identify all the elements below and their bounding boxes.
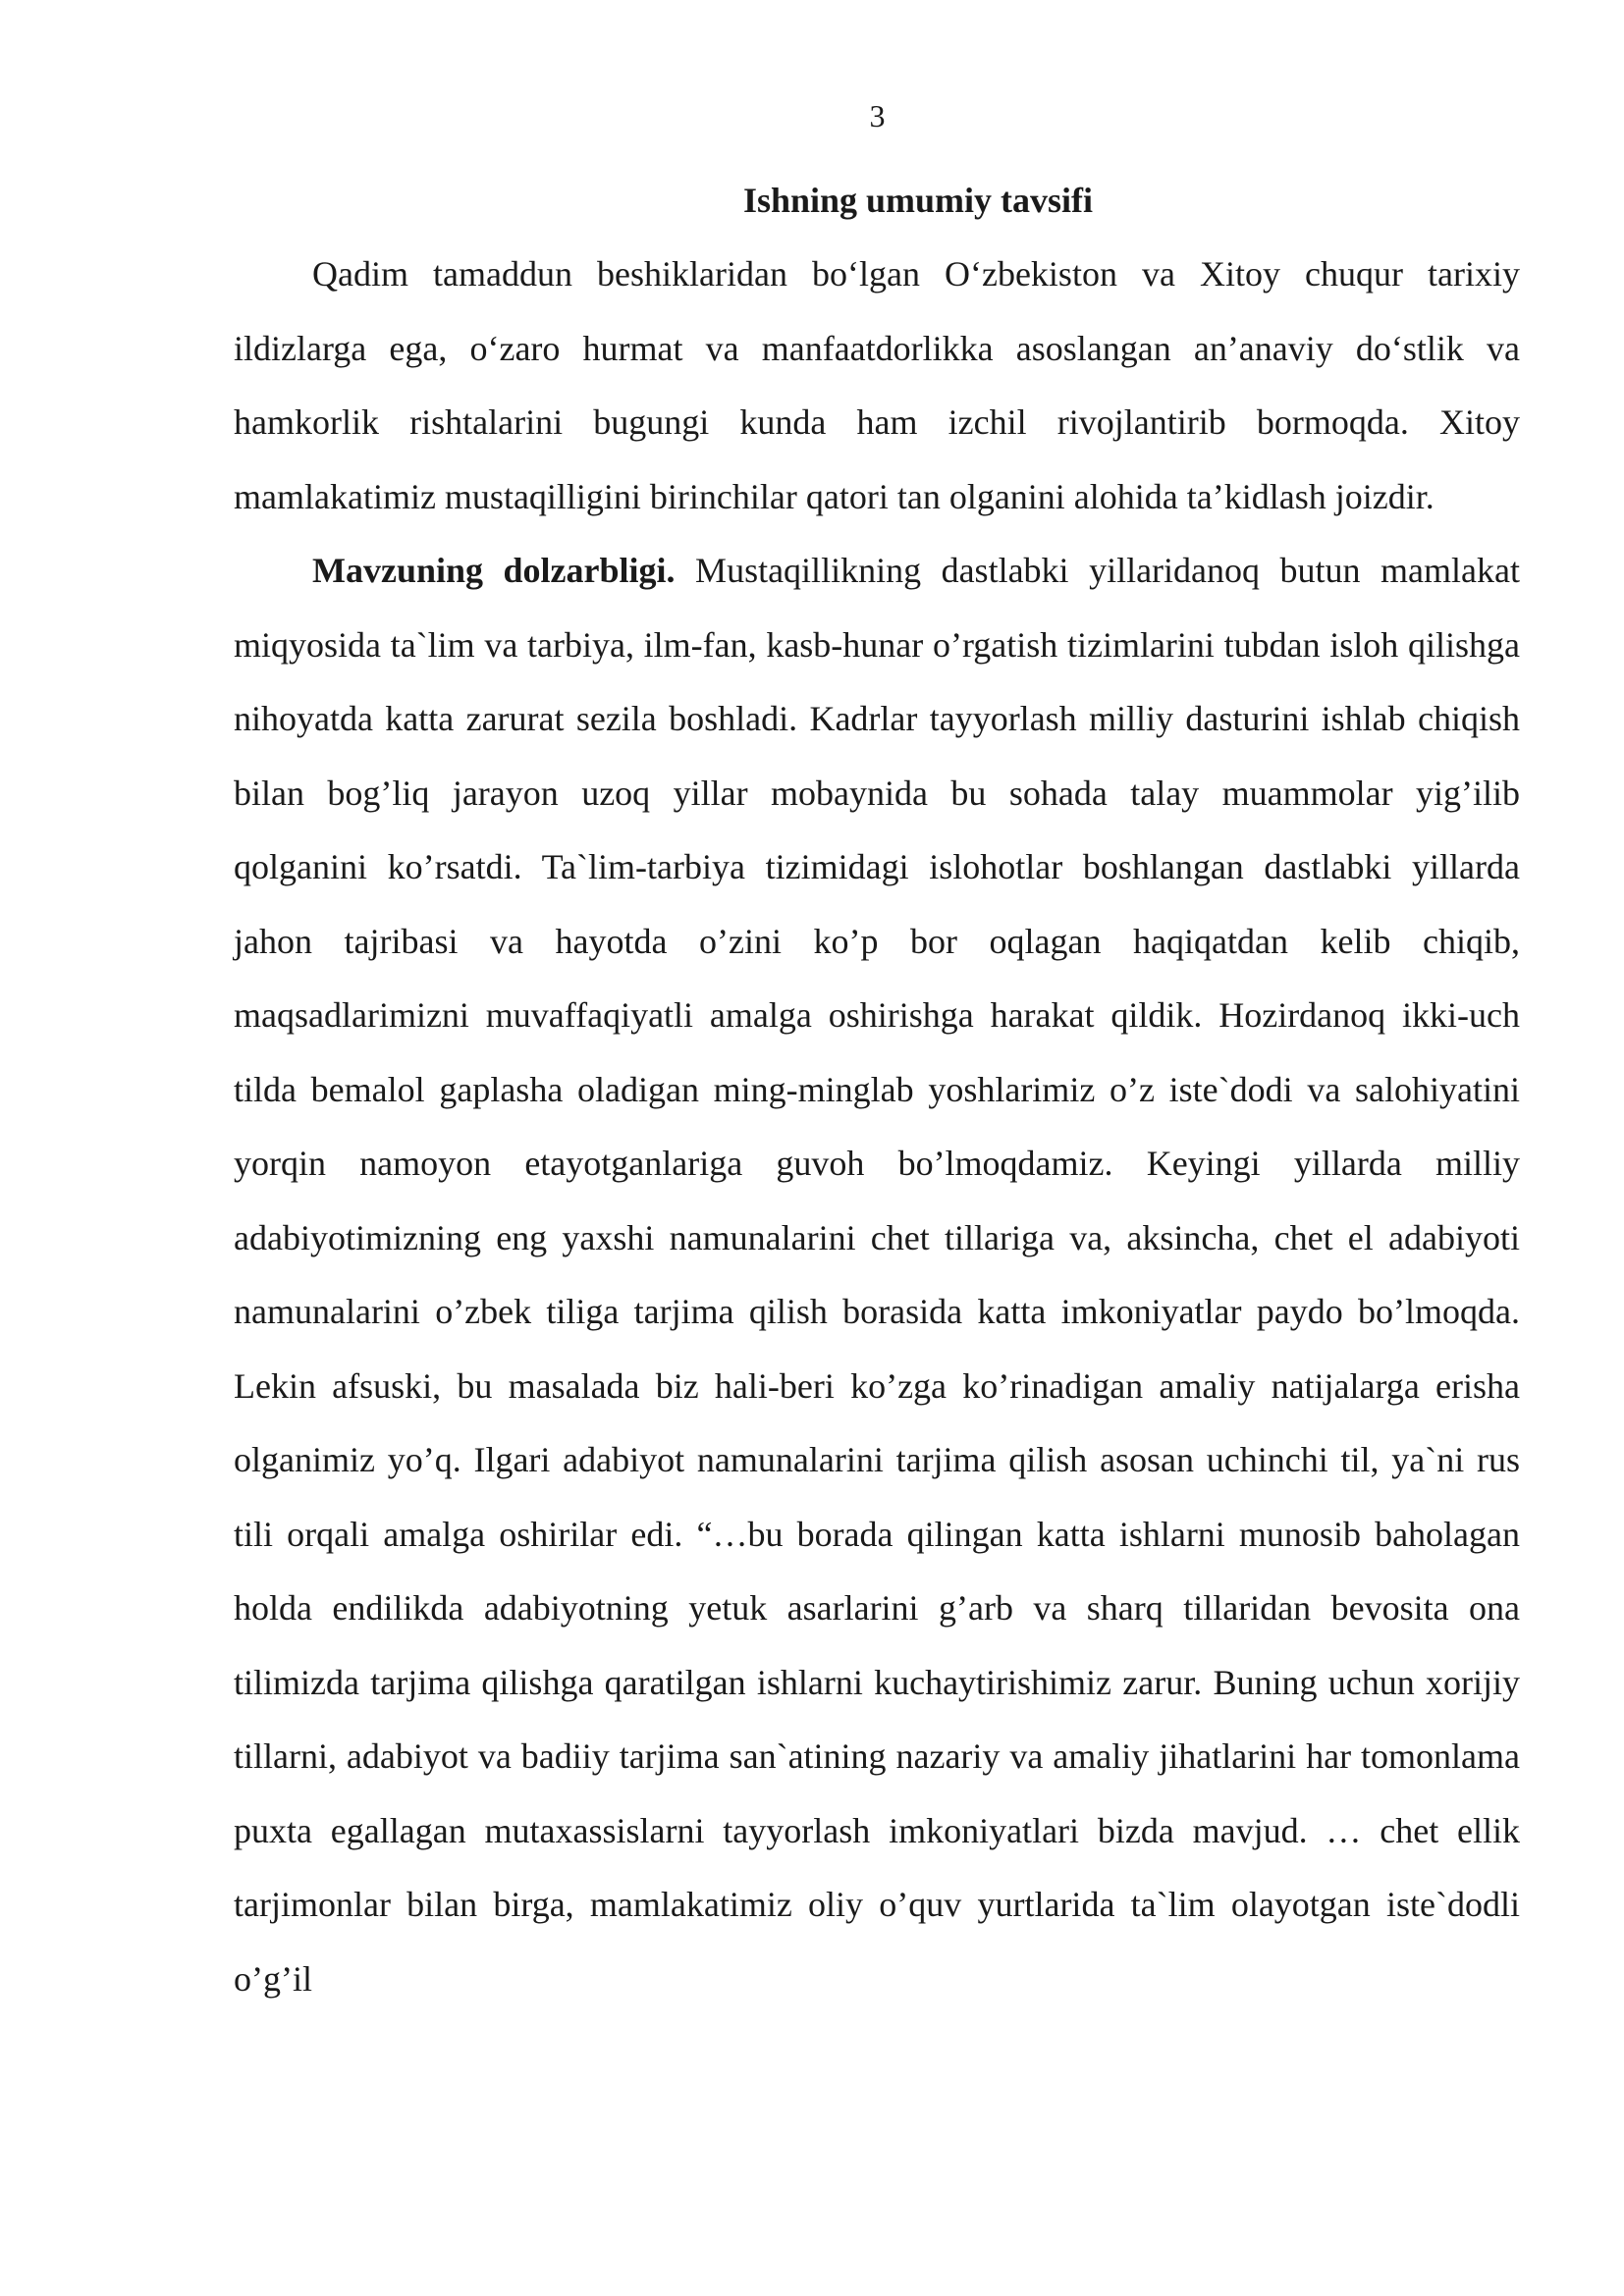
section-title: Ishning umumiy tavsifi <box>742 181 1094 220</box>
relevance-text: Mustaqillikning dastlabki yillaridanoq butun mamlakat miqyosida ta`lim va tarbiya, ilm-fan, kasb-hunar o’rgatish tizimlarini tubdan isloh qilishga nihoyatda katta zarurat sezila boshladi. Kadrlar tayyorlash milliy dasturini ishlab chiqish bilan bog’liq jarayon uzoq yillar mobaynida bu sohada talay muammolar yig’ilib qolganini ko’rsatdi. Ta`lim-tarbiya tizimidagi islohotlar boshlangan dastlabki yillarda jahon tajribasi va hayotda o’zini ko’p bor oqlagan haqiqatdan kelib chiqib, maqsadlarimizni muvaffaqiyatli amalga oshirishga harakat qildik. Hozirdanoq ikki-uch tilda bemalol gaplasha oladigan ming-minglab yoshlarimiz o’z iste`dodi va salohiyatini yorqin namoyon etayotganlariga guvoh bo’lmoqdamiz. Keyingi yillarda milliy adabiyotimizning eng yaxshi namunalarini chet tillariga va, aksincha, chet el adabiyoti namunalarini o’zbek tiliga tarjima qilish borasida katta imkoniyatlar paydo bo’lmoqda. Lekin afsuski, bu masalada biz hali-beri ko’zga ko’rinadigan amaliy natijalarga erisha olganimiz yo’q. Ilgari adabiyot namunalarini tarjima qilish asosan uchinchi til, ya`ni rus tili orqali amalga oshirilar edi. “…bu borada qilingan katta ishlarni munosib baholagan holda endilikda adabiyotning yetuk asarlarini g’arb va sharq tillaridan bevosita ona tilimizda tarjima qilishga qaratilgan ishlarni kuchaytirishimiz zarur. Buning uchun xorijiy tillarni, adabiyot va badiiy tarjima san`atining nazariy va amaliy jihatlarini har tomonlama puxta egallagan mutaxassislarni tayyorlash imkoniyatlari bizda mavjud. … chet ellik tarjimonlar bilan birga, mamlakatimiz oliy o’quv yurtlarida ta`lim olayotgan iste`dodli o’g’il <box>234 551 1520 1999</box>
relevance-paragraph <box>234 534 1520 2016</box>
relevance-heading: Mavzuning dolzarbligi. <box>312 551 676 590</box>
page-number: 3 <box>869 98 886 133</box>
intro-paragraph: Qadim tamaddun beshiklaridan bo‘lgan O‘zbekiston va Xitoy chuqur tarixiy ildizlarga ega, o‘zaro hurmat va manfaatdorlikka asoslangan an’anaviy do‘stlik va hamkorlik rishtalarini bugungi kunda ham izchil rivojlantirib bormoqda. Xitoy mamlakatimiz mustaqilligini birinchilar qatori tan olganini alohida ta’kidlash joizdir. <box>234 254 1520 516</box>
page-content <box>234 163 1520 2016</box>
